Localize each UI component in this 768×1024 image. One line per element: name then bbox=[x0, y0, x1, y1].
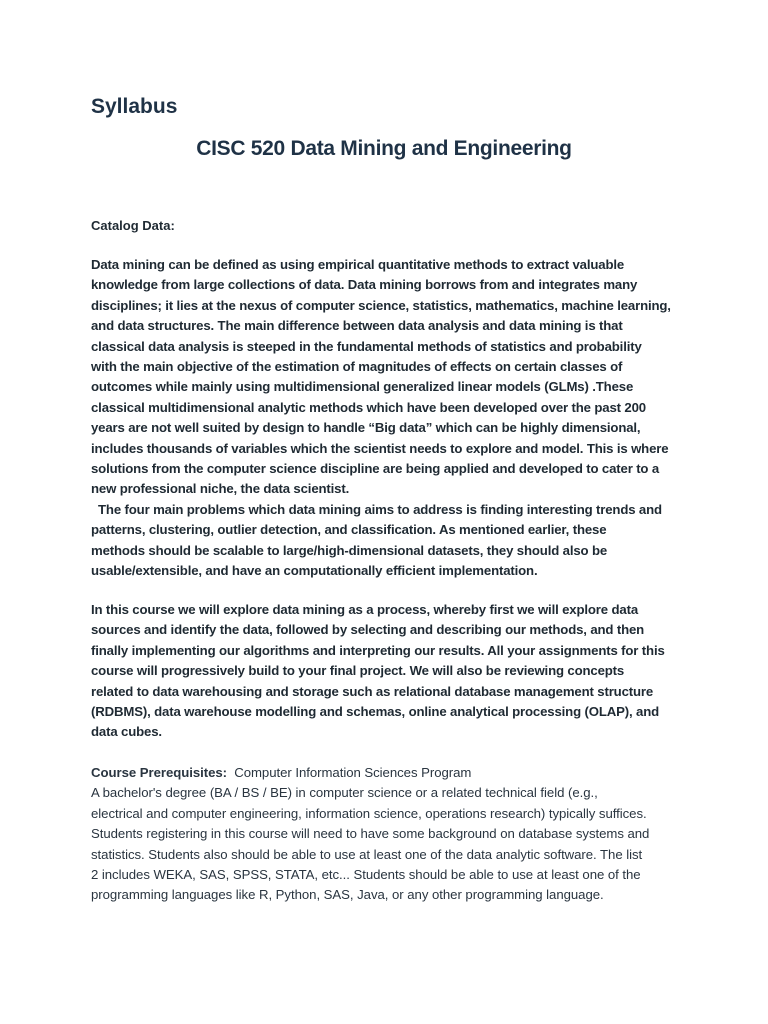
paragraph-line: (RDBMS), data warehouse modelling and schemas, online analytical processing (OLAP), and bbox=[91, 704, 660, 720]
catalog-description-paragraph bbox=[91, 255, 691, 582]
paragraph-line: Data mining can be defined as using empirical quantitative methods to extract valuable bbox=[91, 257, 625, 272]
paragraph-line: usable/extensible, and have an computationally efficient implementation. bbox=[91, 563, 538, 579]
course-title: CISC 520 Data Mining and Engineering bbox=[196, 137, 572, 160]
paragraph-line: includes thousands of variables which the scientist needs to explore and model. This is where bbox=[91, 440, 669, 456]
paragraph-line: with the main objective of the estimation of magnitudes of effects on certain classes of bbox=[91, 359, 623, 375]
paragraph-line: classical multidimensional analytic methods which have been developed over the past 200 bbox=[91, 399, 646, 415]
prerequisites-label: Course Prerequisites: bbox=[91, 765, 228, 780]
paragraph-line: new professional niche, the data scientist. bbox=[91, 481, 350, 497]
paragraph-line: In this course we will explore data mining as a process, whereby first we will explore data bbox=[91, 602, 638, 617]
syllabus-heading: Syllabus bbox=[91, 95, 178, 118]
paragraph-line: course will progressively build to your final project. We will also be reviewing concepts bbox=[91, 663, 625, 679]
paragraph-line: Students registering in this course will need to have some background on database systems and bbox=[91, 826, 650, 842]
paragraph-line: disciplines; it lies at the nexus of computer science, statistics, mathematics, machine learning, bbox=[91, 297, 671, 313]
paragraph-line: sources and identify the data, followed by selecting and describing our methods, and then bbox=[91, 622, 645, 638]
paragraph-line: statistics. Students also should be able to use at least one of the data analytic software. The list bbox=[91, 846, 643, 862]
paragraph-line: patterns, clustering, outlier detection, and classification. As mentioned earlier, these bbox=[91, 522, 607, 538]
paragraph-line: The four main problems which data mining aims to address is finding interesting trends and bbox=[91, 501, 662, 517]
prerequisites-section bbox=[91, 763, 691, 906]
paragraph-line: programming languages like R, Python, SAS, Java, or any other programming language. bbox=[91, 887, 604, 903]
paragraph-line: knowledge from large collections of data. Data mining borrows from and integrates many bbox=[91, 277, 638, 293]
prerequisites-value: Computer Information Sciences Program bbox=[227, 765, 472, 780]
paragraph-line: years are not well suited by design to handle “Big data” which can be highly dimensional, bbox=[91, 420, 641, 436]
paragraph-line: methods should be scalable to large/high-dimensional datasets, they should also be bbox=[91, 542, 608, 558]
paragraph-line: related to data warehousing and storage such as relational database management structure bbox=[91, 683, 654, 699]
paragraph-line: solutions from the computer science discipline are being applied and developed to cater to a bbox=[91, 461, 660, 477]
catalog-data-label: Catalog Data: bbox=[91, 218, 175, 233]
paragraph-line: electrical and computer engineering, information science, operations research) typically suffices. bbox=[91, 805, 647, 821]
paragraph-line: data cubes. bbox=[91, 724, 162, 740]
course-overview-paragraph bbox=[91, 600, 691, 743]
paragraph-line: and data structures. The main difference between data analysis and data mining is that bbox=[91, 318, 623, 334]
prerequisites-heading-line bbox=[91, 763, 691, 783]
paragraph-line: finally implementing our algorithms and interpreting our results. All your assignments for this bbox=[91, 642, 665, 658]
paragraph-line: A bachelor's degree (BA / BS / BE) in computer science or a related technical field (e.g., bbox=[91, 785, 598, 801]
paragraph-line: outcomes while mainly using multidimensional generalized linear models (GLMs) .These bbox=[91, 379, 634, 395]
paragraph-line: 2 includes WEKA, SAS, SPSS, STATA, etc... Students should be able to use at least one of the bbox=[91, 867, 641, 883]
paragraph-line: classical data analysis is steeped in the fundamental methods of statistics and probability bbox=[91, 338, 642, 354]
